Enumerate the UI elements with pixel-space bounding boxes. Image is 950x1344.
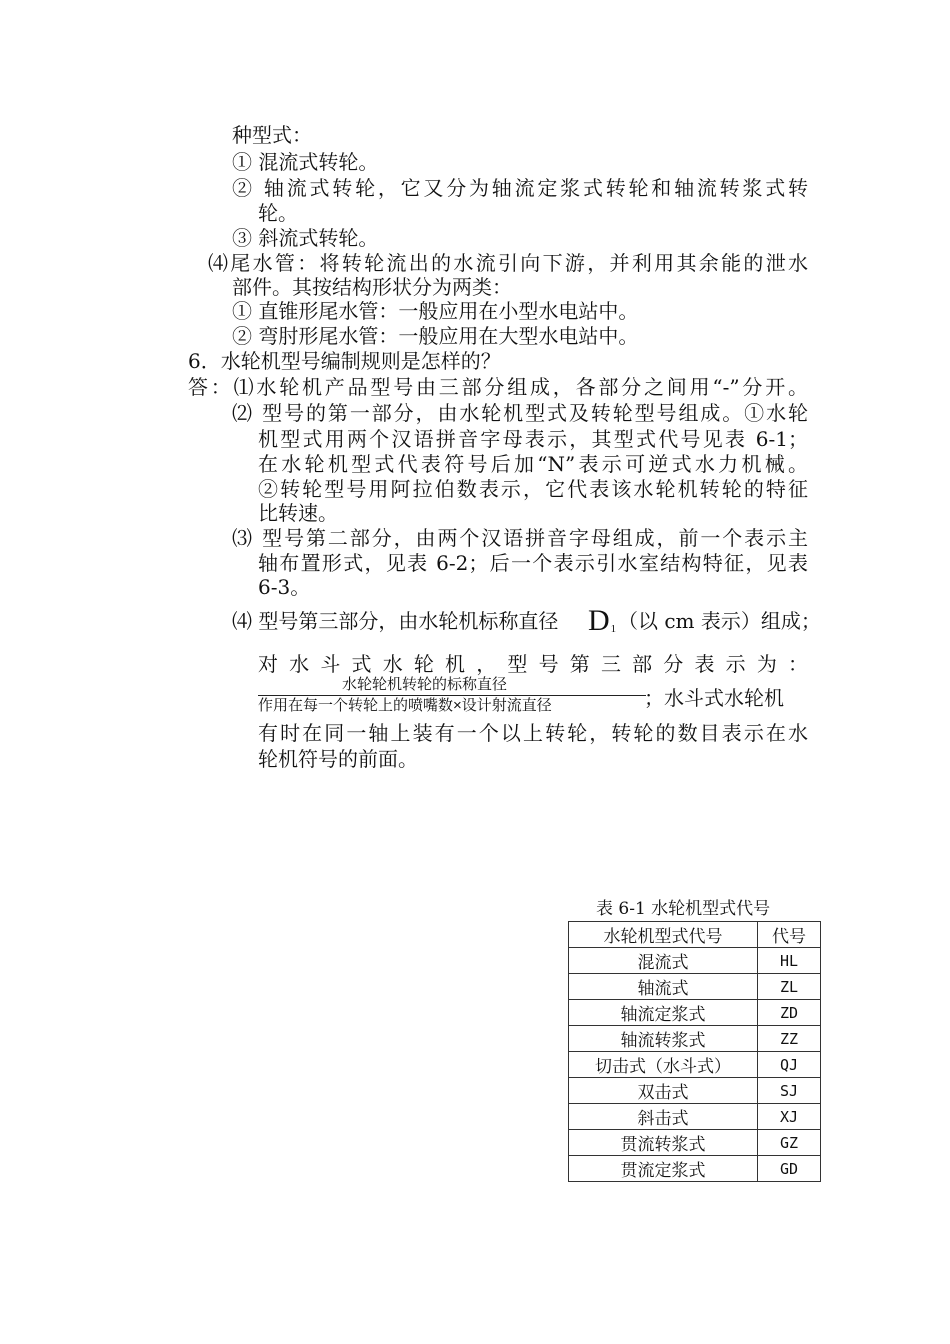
table-row bbox=[569, 974, 821, 1000]
table-cell: HL bbox=[758, 948, 821, 974]
table-cell: 轴流定浆式 bbox=[569, 1000, 758, 1026]
table-row bbox=[569, 1156, 821, 1182]
table-row bbox=[569, 1026, 821, 1052]
answer-line: ⑷ 型号第三部分，由水轮机标称直径 bbox=[232, 609, 559, 633]
d1-letter: D bbox=[588, 604, 610, 637]
table-cell: XJ bbox=[758, 1104, 821, 1130]
turbine-type-code-table bbox=[568, 921, 821, 1182]
table-cell: ZZ bbox=[758, 1026, 821, 1052]
fraction-denominator: 作用在每一个转轮上的喷嘴数×设计射流直径 bbox=[258, 697, 552, 714]
table-row bbox=[569, 948, 821, 974]
answer-line: 答：⑴水轮机产品型号由三部分组成，各部分之间用“-”分开。 bbox=[188, 375, 808, 399]
table-cell: 贯流定浆式 bbox=[569, 1156, 758, 1182]
answer-line: 轮机符号的前面。 bbox=[258, 747, 418, 771]
answer-line: 在水轮机型式代表符号后加“N”表示可逆式水力机械。 bbox=[258, 452, 808, 476]
list-item: ① 直锥形尾水管：一般应用在小型水电站中。 bbox=[232, 299, 639, 323]
answer-line: 有时在同一轴上装有一个以上转轮，转轮的数目表示在水 bbox=[258, 721, 808, 745]
table-cell: 贯流转浆式 bbox=[569, 1130, 758, 1156]
table-cell: 双击式 bbox=[569, 1078, 758, 1104]
table-row bbox=[569, 1130, 821, 1156]
answer-line: ⑶ 型号第二部分，由两个汉语拼音字母组成，前一个表示主 bbox=[232, 526, 808, 550]
fraction-numerator: 水轮轮机转轮的标称直径 bbox=[342, 676, 508, 693]
answer-line: 轴布置形式，见表 6-2；后一个表示引水室结构特征，见表 bbox=[258, 551, 808, 575]
d1-subscript: 1 bbox=[610, 623, 617, 635]
column-header: 代号 bbox=[758, 922, 821, 948]
table-cell: GZ bbox=[758, 1130, 821, 1156]
table-header-row bbox=[569, 922, 821, 948]
table-cell: ZD bbox=[758, 1000, 821, 1026]
table-cell: 切击式（水斗式） bbox=[569, 1052, 758, 1078]
table-cell: 斜击式 bbox=[569, 1104, 758, 1130]
answer-line: ⑵ 型号的第一部分，由水轮机型式及转轮型号组成。①水轮 bbox=[232, 401, 808, 425]
answer-line: 6-3。 bbox=[258, 575, 311, 599]
table-cell: SJ bbox=[758, 1078, 821, 1104]
table-row bbox=[569, 1104, 821, 1130]
table-row bbox=[569, 1000, 821, 1026]
table-cell: QJ bbox=[758, 1052, 821, 1078]
text-line: 轮。 bbox=[258, 201, 298, 225]
table-cell: 轴流式 bbox=[569, 974, 758, 1000]
answer-line: ；水斗式水轮机 bbox=[644, 686, 784, 710]
table-cell: ZL bbox=[758, 974, 821, 1000]
text-line: 种型式： bbox=[232, 123, 312, 147]
question-heading: 6．水轮机型号编制规则是怎样的？ bbox=[188, 349, 501, 373]
list-item: ② 轴流式转轮，它又分为轴流定浆式转轮和轴流转浆式转 bbox=[232, 176, 808, 200]
table-row bbox=[569, 1052, 821, 1078]
text-line: 部件。其按结构形状分为两类： bbox=[232, 275, 512, 299]
answer-line: 机型式用两个汉语拼音字母表示，其型式代号见表 6-1； bbox=[258, 427, 808, 451]
answer-line: ②转轮型号用阿拉伯数表示，它代表该水轮机转轮的特征 bbox=[258, 477, 808, 501]
table-cell: 轴流转浆式 bbox=[569, 1026, 758, 1052]
table-caption: 表 6-1 水轮机型式代号 bbox=[596, 899, 771, 919]
list-item: ② 弯肘形尾水管：一般应用在大型水电站中。 bbox=[232, 324, 639, 348]
answer-line: （以 cm 表示）组成； bbox=[618, 609, 821, 633]
section-item: ⑷尾水管：将转轮流出的水流引向下游，并利用其余能的泄水 bbox=[208, 251, 808, 275]
column-header: 水轮机型式代号 bbox=[569, 922, 758, 948]
list-item: ③ 斜流式转轮。 bbox=[232, 226, 379, 250]
list-item: ① 混流式转轮。 bbox=[232, 150, 379, 174]
answer-line: 比转速。 bbox=[258, 501, 338, 525]
d1-symbol bbox=[588, 606, 615, 642]
answer-line: 对水斗式水轮机，型号第三部分表示为： bbox=[258, 652, 808, 676]
fraction-bar bbox=[258, 695, 646, 696]
table-cell: 混流式 bbox=[569, 948, 758, 974]
table-cell: GD bbox=[758, 1156, 821, 1182]
table-row bbox=[569, 1078, 821, 1104]
